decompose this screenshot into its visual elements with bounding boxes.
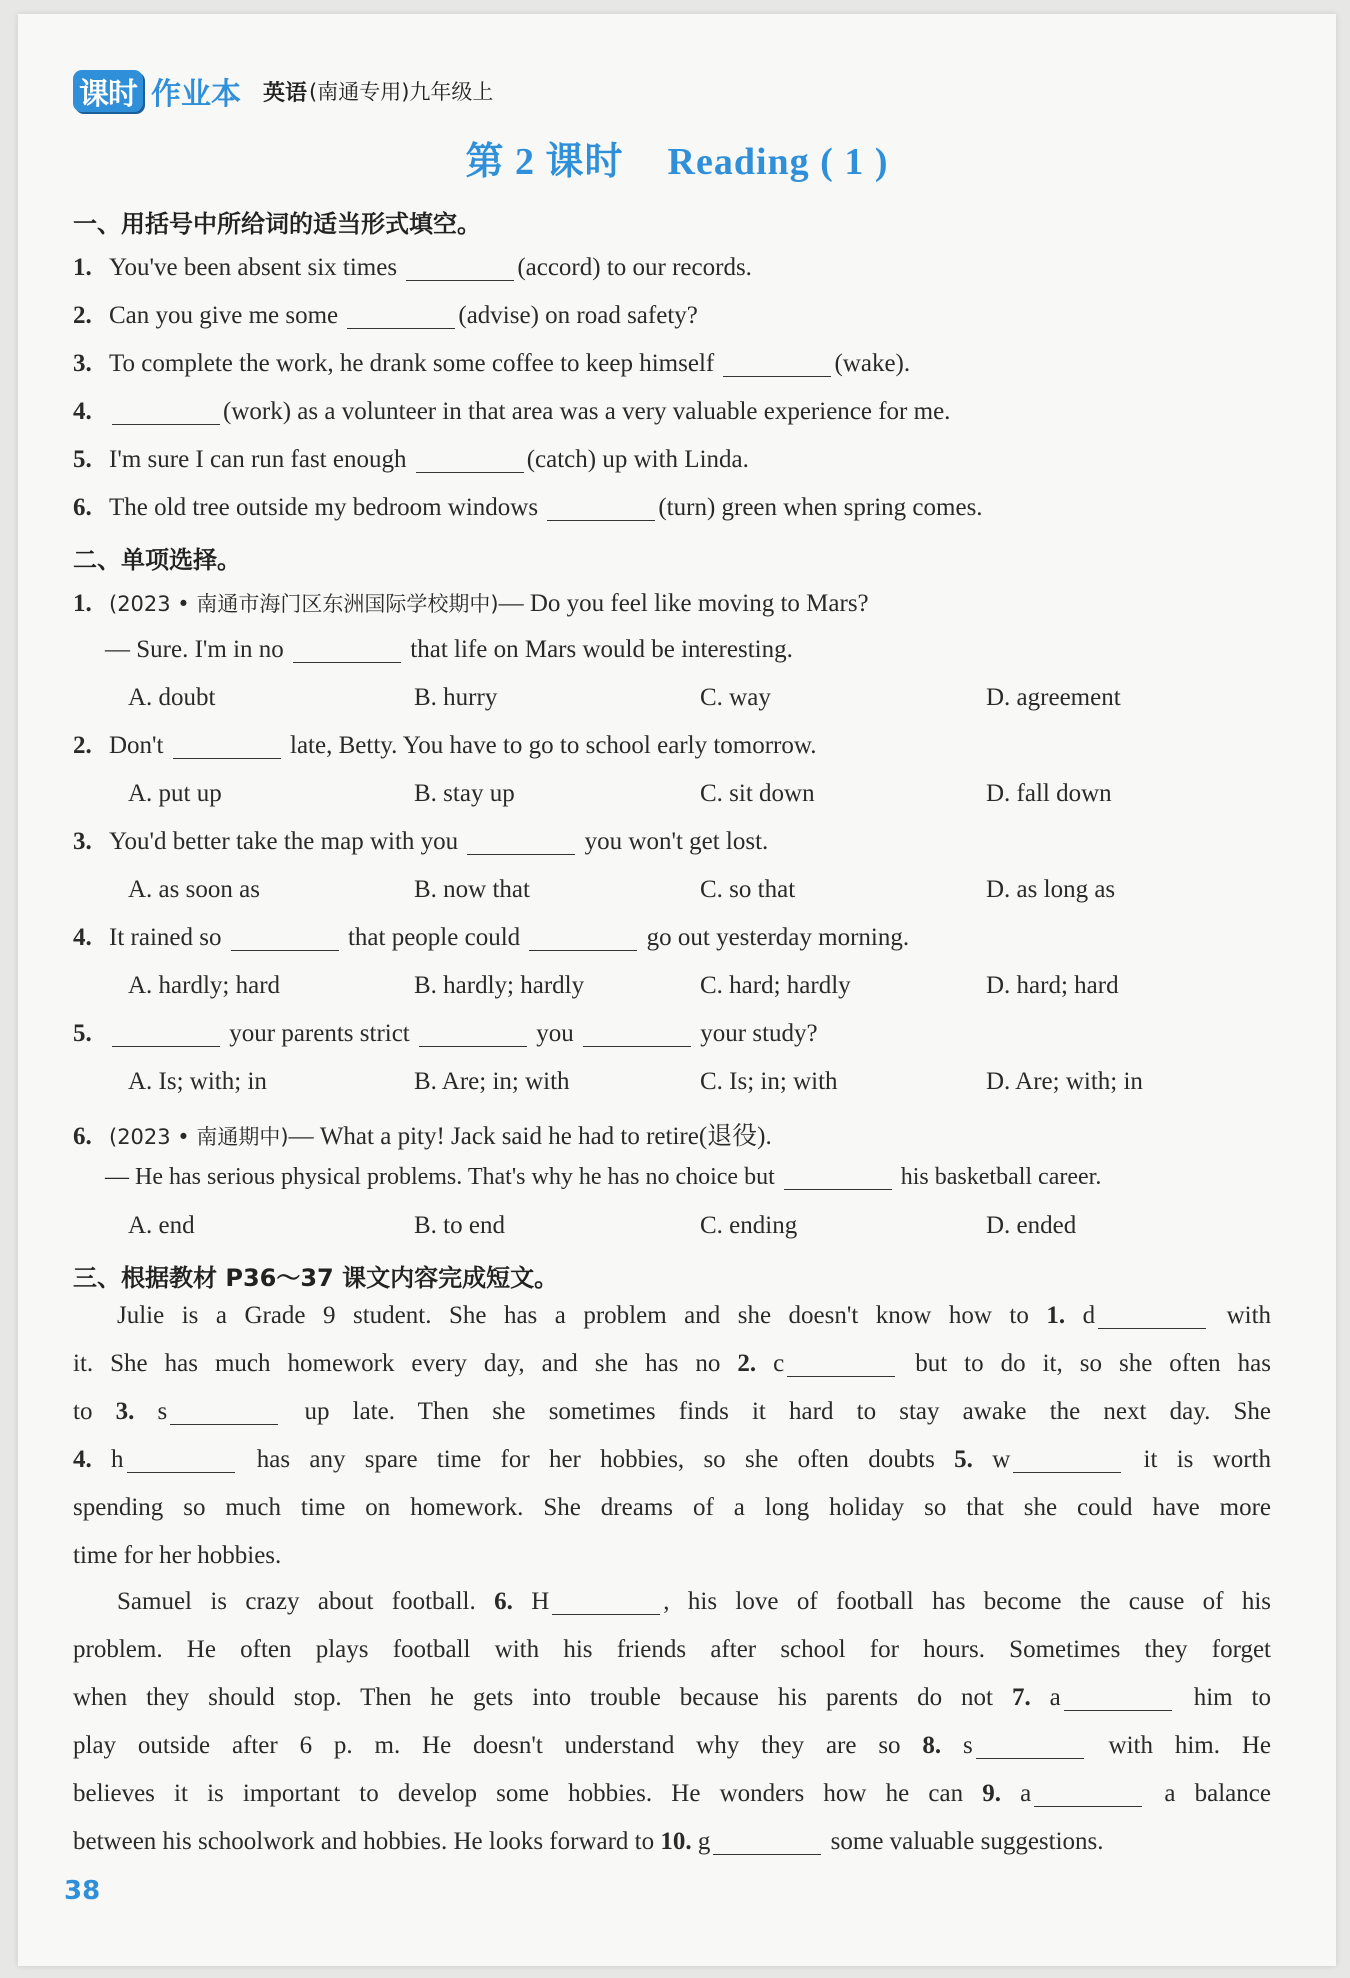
passage-line: spending so much time on homework. She dreams of a long holiday so that she could have more (73, 1494, 1271, 1521)
lesson-title (18, 130, 1336, 185)
fill-item-2: 2. Can you give me some (advise) on road safety? (73, 302, 698, 329)
option-a[interactable]: A. Is; with; in (128, 1068, 267, 1095)
passage-line: believes it is important to develop some hobbies. He wonders how he can 9. a a balance (73, 1780, 1271, 1807)
subject-label: 英语 (263, 80, 308, 106)
fill-item-1: 1. You've been absent six times (accord) to our records. (73, 254, 752, 281)
answer-blank[interactable] (1034, 1782, 1142, 1807)
answer-blank[interactable] (127, 1448, 235, 1473)
option-a[interactable]: A. end (128, 1212, 195, 1239)
section-3-title: 三、根据教材 P36～37 课文内容完成短文。 (73, 1264, 559, 1292)
mc-question-5: 5. your parents strict you your study? (73, 1020, 818, 1047)
passage-line: problem. He often plays football with his friends after school for hours. Sometimes they forget (73, 1636, 1271, 1663)
passage-line: to 3. s up late. Then she sometimes finds it hard to stay awake the next day. She (73, 1398, 1272, 1425)
answer-blank[interactable] (347, 304, 455, 329)
mc-question-1-line2: — Sure. I'm in no that life on Mars would be interesting. (105, 636, 793, 663)
answer-blank[interactable] (231, 926, 339, 951)
passage-line: it. She has much homework every day, and she has no 2. c but to do it, so she often has (73, 1350, 1271, 1377)
answer-blank[interactable] (112, 400, 220, 425)
option-b[interactable]: B. hurry (414, 684, 498, 711)
option-b[interactable]: B. stay up (414, 780, 515, 807)
passage-line: play outside after 6 p. m. He doesn't understand why they are so 8. s with him. He (73, 1732, 1271, 1759)
mc-question-2: 2. Don't late, Betty. You have to go to school early tomorrow. (73, 732, 817, 759)
section-2-title: 二、单项选择。 (73, 546, 241, 574)
option-c[interactable]: C. so that (700, 876, 796, 903)
mc-question-6-line2: — He has serious physical problems. That's why he has no choice but his basketball career. (105, 1164, 1102, 1190)
brand-logo-text: 作业本 (151, 77, 241, 112)
passage-line: Julie is a Grade 9 student. She has a problem and she doesn't know how to 1. d with (117, 1302, 1272, 1329)
page-header (73, 66, 493, 116)
workbook-page (18, 14, 1336, 1966)
option-d[interactable]: D. fall down (986, 780, 1112, 807)
answer-blank[interactable] (467, 830, 575, 855)
answer-blank[interactable] (583, 1022, 691, 1047)
answer-blank[interactable] (406, 256, 514, 281)
page-number: 38 (64, 1876, 101, 1906)
option-a[interactable]: A. doubt (128, 684, 216, 711)
passage-line: 4. h has any spare time for her hobbies, so she often doubts 5. w it is worth (73, 1446, 1271, 1473)
option-c[interactable]: C. way (700, 684, 771, 711)
passage-line: Samuel is crazy about football. 6. H , his love of football has become the cause of his (117, 1588, 1272, 1615)
option-a[interactable]: A. hardly; hard (128, 972, 281, 999)
fill-item-3: 3. To complete the work, he drank some coffee to keep himself (wake). (73, 350, 911, 377)
option-d[interactable]: D. ended (986, 1212, 1077, 1239)
option-c[interactable]: C. ending (700, 1212, 798, 1239)
answer-blank[interactable] (173, 734, 281, 759)
question-source: (2023 • 南通期中) (109, 1125, 289, 1149)
mc-question-1: 1. (2023 • 南通市海门区东洲国际学校期中)— Do you feel like moving to Mars? (73, 590, 869, 617)
passage-line: when they should stop. Then he gets into trouble because his parents do not 7. a him to (73, 1684, 1271, 1711)
option-b[interactable]: B. Are; in; with (414, 1068, 570, 1095)
answer-blank[interactable] (976, 1734, 1084, 1759)
mc-question-3: 3. You'd better take the map with you you won't get lost. (73, 828, 769, 855)
question-source: (2023 • 南通市海门区东洲国际学校期中) (109, 592, 499, 616)
answer-blank[interactable] (713, 1830, 821, 1855)
option-a[interactable]: A. as soon as (128, 876, 260, 903)
answer-blank[interactable] (1064, 1686, 1172, 1711)
section-1-title: 一、用括号中所给词的适当形式填空。 (73, 210, 481, 238)
option-d[interactable]: D. hard; hard (986, 972, 1119, 999)
answer-blank[interactable] (293, 638, 401, 663)
option-d[interactable]: D. agreement (986, 684, 1121, 711)
lesson-number: 第 2 课时 (465, 141, 624, 183)
answer-blank[interactable] (529, 926, 637, 951)
option-c[interactable]: C. hard; hardly (700, 972, 851, 999)
option-c[interactable]: C. sit down (700, 780, 815, 807)
lesson-name: Reading ( 1 ) (667, 141, 889, 183)
answer-blank[interactable] (1013, 1448, 1121, 1473)
answer-blank[interactable] (112, 1022, 220, 1047)
grade-label: (南通专用)九年级上 (309, 80, 494, 104)
mc-question-4: 4. It rained so that people could go out yesterday morning. (73, 924, 910, 951)
option-b[interactable]: B. to end (414, 1212, 505, 1239)
fill-item-4: 4. (work) as a volunteer in that area was a very valuable experience for me. (73, 398, 951, 425)
answer-blank[interactable] (547, 496, 655, 521)
fill-item-5: 5. I'm sure I can run fast enough (catch) up with Linda. (73, 446, 749, 473)
answer-blank[interactable] (416, 448, 524, 473)
option-d[interactable]: D. as long as (986, 876, 1116, 903)
option-b[interactable]: B. hardly; hardly (414, 972, 585, 999)
fill-item-6: 6. The old tree outside my bedroom windows (turn) green when spring comes. (73, 494, 983, 521)
passage-line: between his schoolwork and hobbies. He looks forward to 10. g some valuable suggestions. (73, 1828, 1104, 1855)
answer-blank[interactable] (723, 352, 831, 377)
answer-blank[interactable] (419, 1022, 527, 1047)
brand-logo-badge: 课时 (73, 70, 143, 112)
mc-question-6: 6. (2023 • 南通期中)— What a pity! Jack said he had to retire(退役). (73, 1123, 772, 1150)
passage-line: time for her hobbies. (73, 1542, 282, 1569)
answer-blank[interactable] (784, 1165, 892, 1190)
option-b[interactable]: B. now that (414, 876, 530, 903)
answer-blank[interactable] (787, 1352, 895, 1377)
answer-blank[interactable] (552, 1590, 660, 1615)
option-a[interactable]: A. put up (128, 780, 222, 807)
option-d[interactable]: D. Are; with; in (986, 1068, 1143, 1095)
answer-blank[interactable] (1098, 1304, 1206, 1329)
option-c[interactable]: C. Is; in; with (700, 1068, 838, 1095)
answer-blank[interactable] (170, 1400, 278, 1425)
